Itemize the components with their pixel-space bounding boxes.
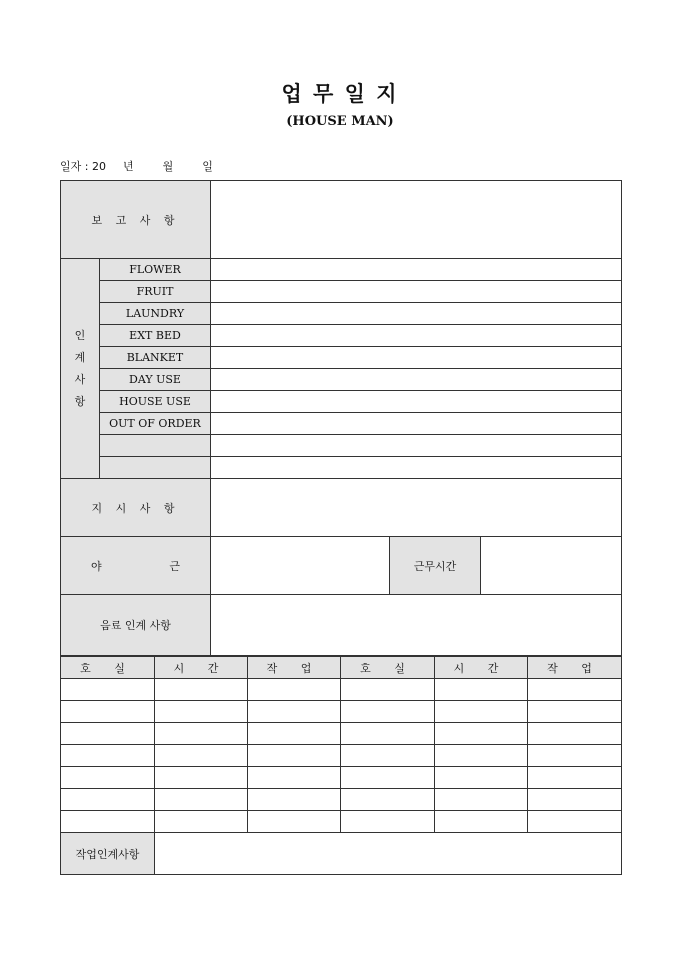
work-hours-label: 근무시간 bbox=[390, 537, 481, 595]
log-cell[interactable] bbox=[155, 745, 248, 767]
log-cell[interactable] bbox=[248, 789, 341, 811]
table-row bbox=[61, 701, 622, 723]
log-cell[interactable] bbox=[155, 723, 248, 745]
report-label: 보 고 사 항 bbox=[61, 181, 211, 259]
log-cell[interactable] bbox=[435, 811, 528, 833]
handover-item-field[interactable] bbox=[211, 391, 622, 413]
log-cell[interactable] bbox=[248, 679, 341, 701]
table-row bbox=[61, 789, 622, 811]
date-day-label: 일 bbox=[202, 160, 213, 173]
night-shift-label bbox=[61, 537, 211, 595]
log-cell[interactable] bbox=[341, 811, 435, 833]
date-year-label: 년 bbox=[122, 160, 134, 173]
table-row bbox=[61, 679, 622, 701]
log-cell[interactable] bbox=[435, 701, 528, 723]
log-cell[interactable] bbox=[248, 745, 341, 767]
handover-item-label bbox=[100, 435, 211, 457]
handover-item-label: FLOWER bbox=[100, 259, 211, 281]
date-month-label: 월 bbox=[162, 160, 174, 173]
log-cell[interactable] bbox=[155, 679, 248, 701]
log-cell[interactable] bbox=[341, 701, 435, 723]
log-cell[interactable] bbox=[435, 723, 528, 745]
log-cell[interactable] bbox=[528, 767, 622, 789]
table-row bbox=[61, 767, 622, 789]
handover-item-field[interactable] bbox=[211, 325, 622, 347]
log-cell[interactable] bbox=[528, 789, 622, 811]
handover-char: 계 bbox=[74, 350, 86, 364]
table-row bbox=[61, 723, 622, 745]
handover-char: 사 bbox=[74, 372, 86, 386]
log-cell[interactable] bbox=[61, 701, 155, 723]
log-cell[interactable] bbox=[528, 701, 622, 723]
log-cell[interactable] bbox=[61, 679, 155, 701]
handover-item-field[interactable] bbox=[211, 413, 622, 435]
log-cell[interactable] bbox=[528, 811, 622, 833]
log-cell[interactable] bbox=[435, 767, 528, 789]
table-row bbox=[61, 811, 622, 833]
handover-item-label: DAY USE bbox=[100, 369, 211, 391]
page-subtitle: (HOUSE MAN) bbox=[286, 114, 394, 129]
log-cell[interactable] bbox=[528, 745, 622, 767]
log-header-time: 시 간 bbox=[435, 657, 528, 679]
night-shift-char-right: 근 bbox=[169, 559, 180, 573]
log-cell[interactable] bbox=[248, 811, 341, 833]
handover-item-label: FRUIT bbox=[100, 281, 211, 303]
handover-item-label: LAUNDRY bbox=[100, 303, 211, 325]
log-cell[interactable] bbox=[155, 701, 248, 723]
log-cell[interactable] bbox=[155, 789, 248, 811]
log-cell[interactable] bbox=[341, 745, 435, 767]
log-cell[interactable] bbox=[248, 767, 341, 789]
handover-label bbox=[61, 259, 100, 479]
log-cell[interactable] bbox=[341, 767, 435, 789]
handover-item-label: OUT OF ORDER bbox=[100, 413, 211, 435]
log-header-room: 호 실 bbox=[341, 657, 435, 679]
log-cell[interactable] bbox=[528, 679, 622, 701]
handover-item-field[interactable] bbox=[211, 303, 622, 325]
log-cell[interactable] bbox=[61, 767, 155, 789]
night-shift-field[interactable] bbox=[211, 537, 390, 595]
work-hours-field[interactable] bbox=[481, 537, 622, 595]
work-handover-label: 작업인계사항 bbox=[61, 833, 155, 875]
handover-char: 인 bbox=[74, 328, 86, 342]
log-cell[interactable] bbox=[155, 811, 248, 833]
beverage-label: 음료 인계 사항 bbox=[61, 595, 211, 656]
log-cell[interactable] bbox=[528, 723, 622, 745]
handover-item-field[interactable] bbox=[211, 259, 622, 281]
log-header-task: 작 업 bbox=[248, 657, 341, 679]
page-title: 업 무 일 지 bbox=[281, 81, 399, 106]
log-cell[interactable] bbox=[61, 789, 155, 811]
instructions-field[interactable] bbox=[211, 479, 622, 537]
log-cell[interactable] bbox=[248, 723, 341, 745]
log-cell[interactable] bbox=[61, 723, 155, 745]
log-cell[interactable] bbox=[155, 767, 248, 789]
main-form-table bbox=[60, 180, 622, 656]
log-header-task: 작 업 bbox=[528, 657, 622, 679]
log-cell[interactable] bbox=[341, 789, 435, 811]
handover-item-field[interactable] bbox=[211, 347, 622, 369]
handover-item-label: HOUSE USE bbox=[100, 391, 211, 413]
log-cell[interactable] bbox=[248, 701, 341, 723]
table-row bbox=[61, 745, 622, 767]
handover-item-label: EXT BED bbox=[100, 325, 211, 347]
night-shift-char-left: 야 bbox=[91, 559, 102, 573]
handover-item-field[interactable] bbox=[211, 457, 622, 479]
handover-item-field[interactable] bbox=[211, 435, 622, 457]
log-header-room: 호 실 bbox=[61, 657, 155, 679]
work-log-table bbox=[60, 656, 622, 875]
log-cell[interactable] bbox=[435, 745, 528, 767]
handover-item-label: BLANKET bbox=[100, 347, 211, 369]
log-cell[interactable] bbox=[435, 789, 528, 811]
date-line bbox=[60, 158, 213, 174]
date-prefix: 일자 : 20 bbox=[60, 160, 106, 173]
log-cell[interactable] bbox=[61, 745, 155, 767]
handover-item-field[interactable] bbox=[211, 281, 622, 303]
handover-item-label bbox=[100, 457, 211, 479]
log-cell[interactable] bbox=[435, 679, 528, 701]
beverage-field[interactable] bbox=[211, 595, 622, 656]
instructions-label: 지 시 사 항 bbox=[61, 479, 211, 537]
log-header-time: 시 간 bbox=[155, 657, 248, 679]
work-handover-field[interactable] bbox=[155, 833, 622, 875]
log-cell[interactable] bbox=[341, 723, 435, 745]
log-cell[interactable] bbox=[61, 811, 155, 833]
handover-char: 항 bbox=[74, 394, 86, 408]
handover-item-field[interactable] bbox=[211, 369, 622, 391]
report-field[interactable] bbox=[211, 181, 622, 259]
log-cell[interactable] bbox=[341, 679, 435, 701]
